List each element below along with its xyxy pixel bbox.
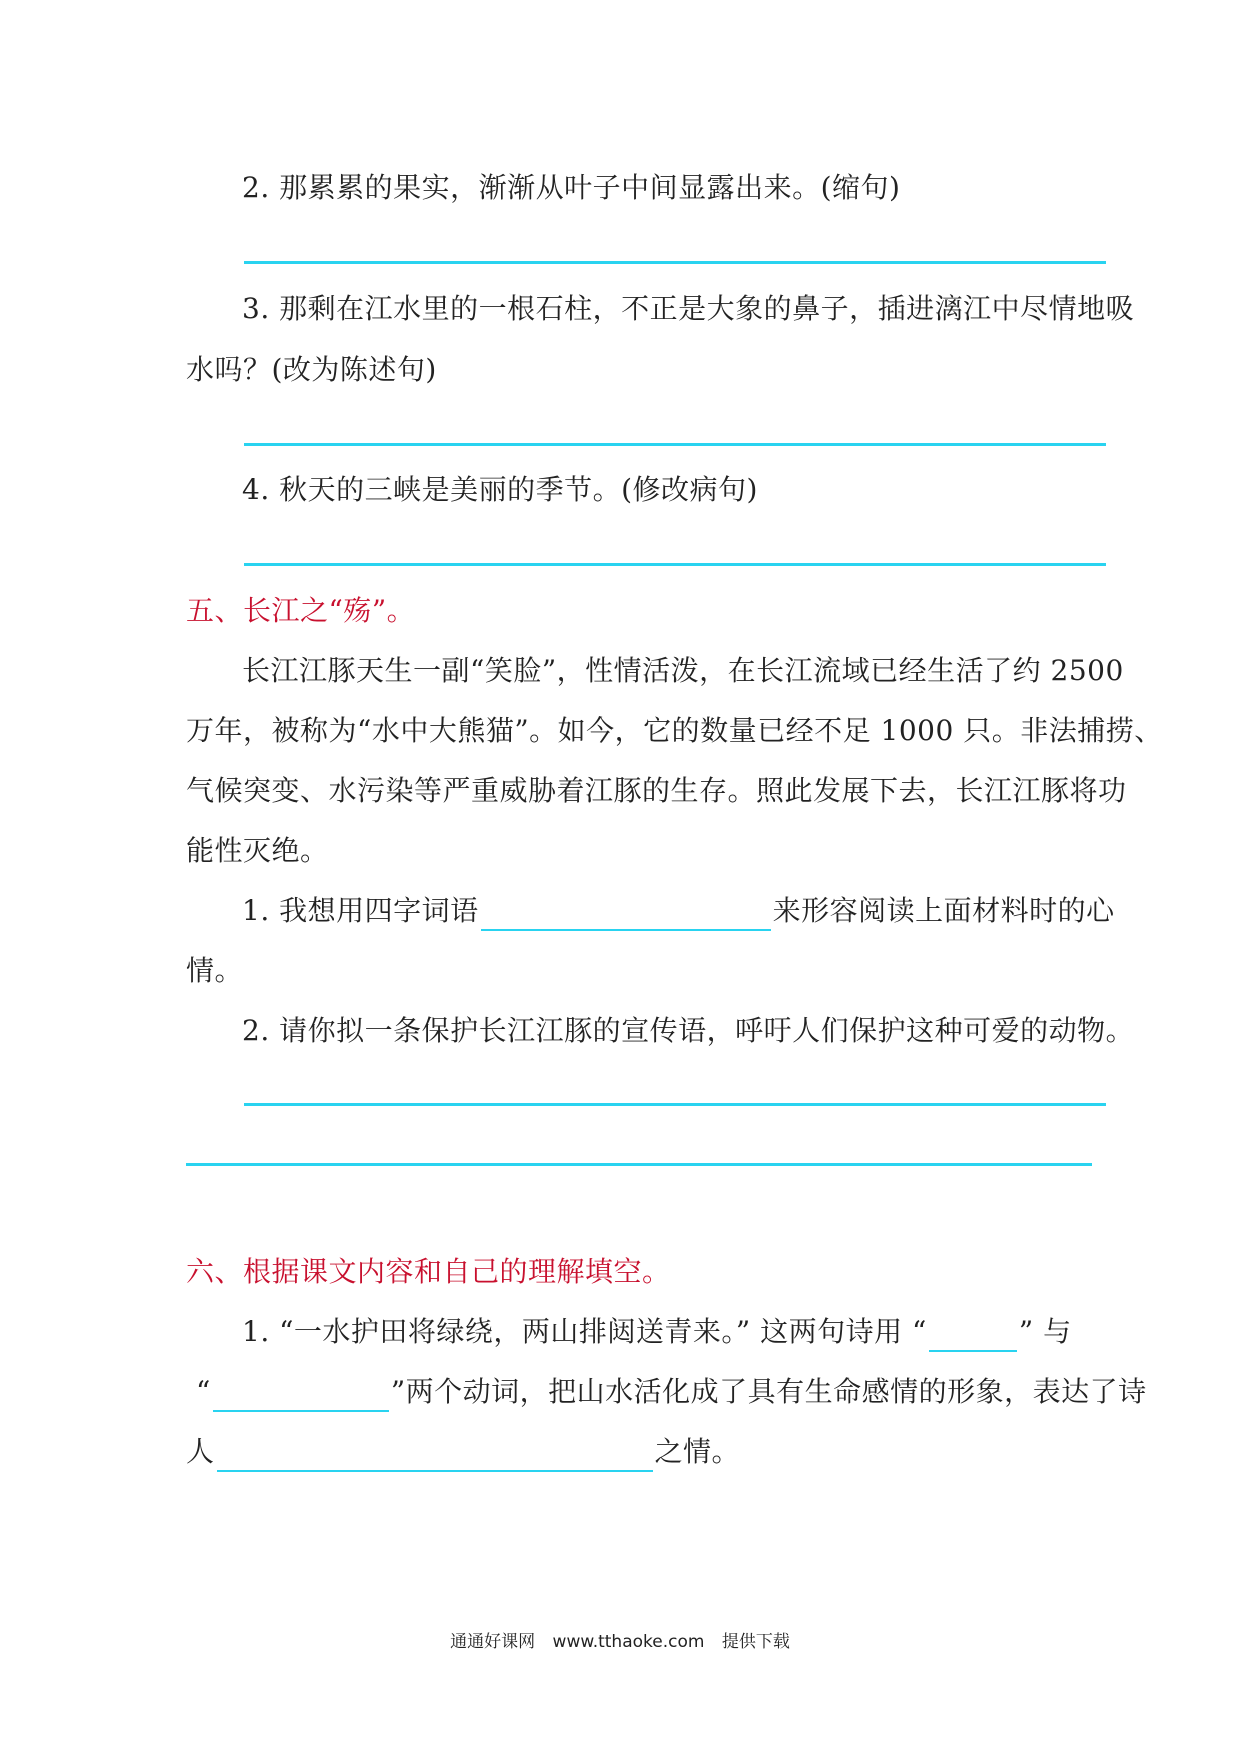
footer-site-name: 通通好课网 bbox=[450, 1632, 536, 1652]
answer-line[interactable] bbox=[244, 443, 1106, 446]
q5-item-1 bbox=[242, 891, 1115, 931]
passage-line: 长江江豚天生一副“笑脸”，性情活泼，在长江流域已经生活了约 2500 bbox=[242, 654, 1124, 687]
q6-item-1-line3 bbox=[186, 1432, 740, 1472]
q6-item-1 bbox=[242, 1312, 1072, 1352]
passage-line: 气候突变、水污染等严重威胁着江豚的生存。照此发展下去，长江江豚将功 bbox=[186, 774, 1127, 807]
passage-line: 能性灭绝。 bbox=[186, 834, 329, 867]
fill-blank[interactable] bbox=[217, 1438, 653, 1472]
answer-line[interactable] bbox=[186, 1163, 1092, 1166]
q6-line3-suffix: 之情。 bbox=[654, 1435, 741, 1468]
footer-url[interactable]: www.tthaoke.com bbox=[552, 1632, 705, 1652]
q4-item-3-line2: 水吗？(改为陈述句) bbox=[186, 353, 437, 386]
q4-item-3-line1: 3. 那剩在江水里的一根石柱，不正是大象的鼻子，插进漓江中尽情地吸 bbox=[242, 292, 1135, 325]
q6-item-1-text-end: ” 与 bbox=[1018, 1315, 1072, 1348]
answer-line[interactable] bbox=[244, 563, 1106, 566]
footer-note: 提供下载 bbox=[721, 1632, 790, 1652]
q5-item-1-line2: 情。 bbox=[186, 954, 244, 987]
q6-line3-prefix: 人 bbox=[186, 1435, 215, 1468]
page-footer bbox=[0, 1630, 1240, 1654]
answer-line[interactable] bbox=[244, 261, 1106, 264]
q5-item-1-prefix: 1. 我想用四字词语 bbox=[242, 894, 479, 927]
section-6-heading: 六、根据课文内容和自己的理解填空。 bbox=[186, 1255, 671, 1288]
fill-blank[interactable] bbox=[481, 897, 771, 931]
answer-line[interactable] bbox=[244, 1103, 1106, 1106]
open-quote: “ bbox=[196, 1375, 211, 1408]
q6-item-1-line2-text: ”两个动词，把山水活化成了具有生命感情的形象，表达了诗 bbox=[390, 1375, 1147, 1408]
passage-line: 万年，被称为“水中大熊猫”。如今，它的数量已经不足 1000 只。非法捕捞、 bbox=[186, 714, 1163, 747]
section-5-heading: 五、长江之“殇”。 bbox=[186, 594, 416, 627]
q4-item-2: 2. 那累累的果实，渐渐从叶子中间显露出来。(缩句) bbox=[242, 171, 901, 204]
q5-item-1-suffix: 来形容阅读上面材料时的心 bbox=[772, 894, 1115, 927]
fill-blank[interactable] bbox=[213, 1378, 389, 1412]
q4-item-4: 4. 秋天的三峡是美丽的季节。(修改病句) bbox=[242, 473, 758, 506]
q6-item-1-line2 bbox=[196, 1372, 1147, 1412]
fill-blank[interactable] bbox=[929, 1318, 1017, 1352]
q6-item-1-text: 1. “一水护田将绿绕，两山排闼送青来。” 这两句诗用 “ bbox=[242, 1315, 927, 1348]
q5-item-2: 2. 请你拟一条保护长江江豚的宣传语，呼吁人们保护这种可爱的动物。 bbox=[242, 1014, 1135, 1047]
